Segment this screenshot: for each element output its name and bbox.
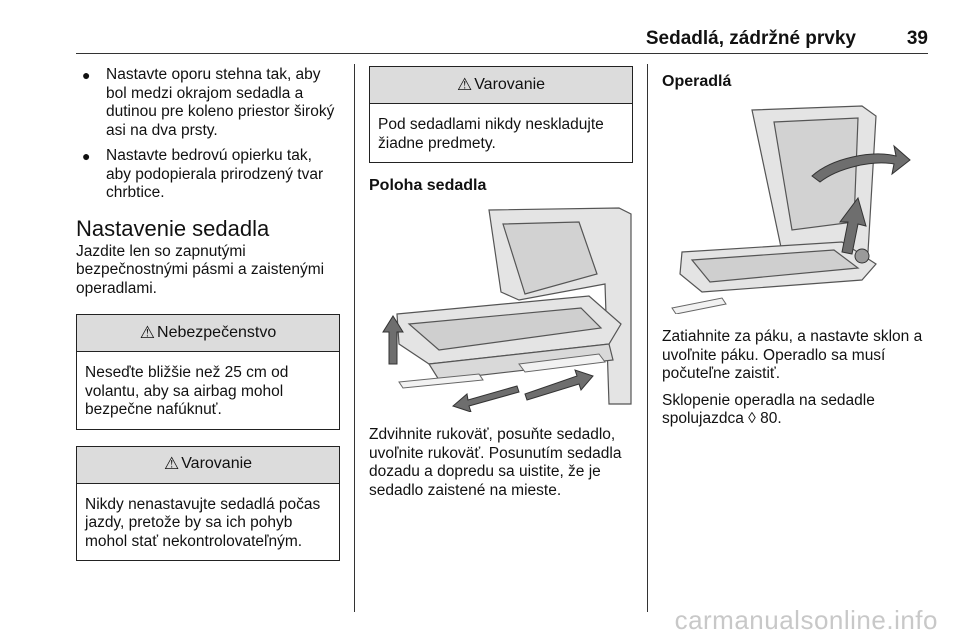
- section-title-seat-position: Poloha sedadla: [369, 177, 487, 194]
- warning-box-title: Varovanie: [181, 455, 253, 473]
- list-item: ● Nastavte oporu stehna tak, aby bol medzi okrajom sedadla a dutinou pre koleno priestor široký asi na dva prsty.: [82, 66, 335, 139]
- seat-position-caption: Zdvihnite rukoväť, posuňte sedadlo, uvoľnite rukoväť. Posunutím sedadla dozadu a dopredu sa uistite, že je sedadlo zaistené na mieste.: [369, 426, 622, 499]
- warning-box-header: [370, 67, 632, 104]
- backrest-illustration: [662, 102, 928, 314]
- bullet-dot-icon: ●: [82, 148, 91, 164]
- bullet-list: [76, 66, 340, 203]
- page-header: [76, 24, 928, 50]
- page-number: 39: [906, 28, 928, 49]
- watermark: carmanualsonline.info: [674, 605, 938, 635]
- header-rule: [76, 53, 928, 54]
- danger-box-body: Neseďte bližšie než 25 cm od volantu, aby sa airbag mohol bezpečne nafúknuť.: [85, 364, 289, 418]
- danger-box-title: Nebezpečenstvo: [157, 323, 277, 341]
- warning-triangle-icon: ⚠: [456, 74, 473, 94]
- danger-box-header: [77, 315, 339, 352]
- warning-triangle-icon: ⚠: [163, 454, 180, 474]
- column-3: [662, 66, 928, 429]
- list-item: ● Nastavte bedrovú opierku tak, aby podopierala prirodzený tvar chrbtice.: [82, 147, 324, 201]
- warning-box-body: Pod sedadlami nikdy neskladujte žiadne predmety.: [378, 116, 604, 152]
- warning-box-header: [77, 447, 339, 484]
- backrest-caption-1: Zatiahnite za páku, a nastavte sklon a uvoľnite páku. Operadlo sa musí počuteľne zaistiť.: [662, 328, 923, 382]
- bullet-dot-icon: ●: [82, 67, 91, 83]
- warning-box-title: Varovanie: [474, 75, 546, 93]
- section-title-seat-adjustment: Nastavenie sedadla: [76, 215, 270, 241]
- section-title-backrests: Operadlá: [662, 73, 732, 90]
- warning-box-body: Nikdy nenastavujte sedadlá počas jazdy, pretože by sa ich pohyb mohol stať nekontrolovateľným.: [85, 495, 321, 550]
- warning-triangle-icon: ⚠: [139, 322, 156, 342]
- column-1: [76, 66, 340, 561]
- warning-box: [76, 446, 340, 562]
- section-text: Jazdite len so zapnutými bezpečnostnými pásmi a zaistenými operadlami.: [76, 242, 325, 297]
- seat-position-illustration: [369, 204, 633, 412]
- danger-box: [76, 314, 340, 430]
- running-title: Sedadlá, zádržné prvky: [645, 28, 856, 49]
- column-divider-2: [647, 64, 648, 612]
- column-2: [369, 66, 633, 500]
- column-divider-1: [354, 64, 355, 612]
- backrest-caption-2: Sklopenie operadla na sedadle spolujazdca ◊ 80.: [662, 391, 875, 427]
- warning-box: [369, 66, 633, 163]
